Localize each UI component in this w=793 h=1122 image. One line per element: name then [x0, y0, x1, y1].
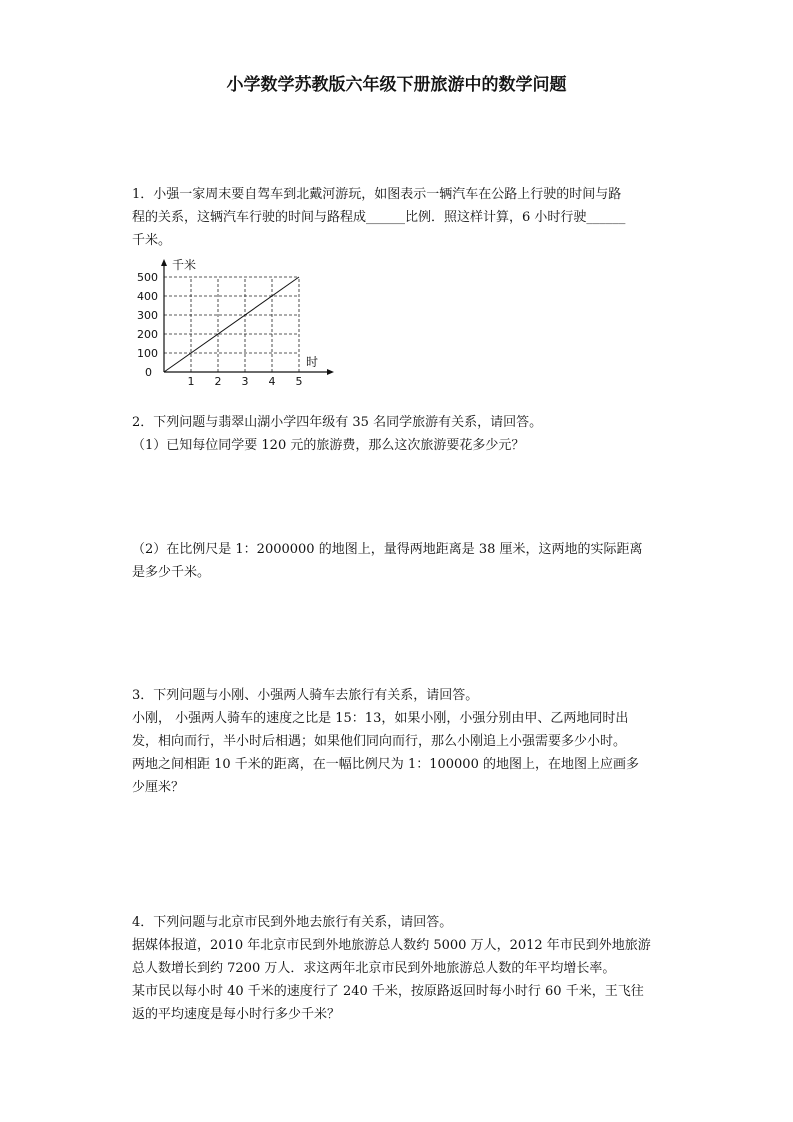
- y-tick-label: 500: [137, 271, 158, 284]
- distance-time-chart: [130, 255, 345, 387]
- q1-line: 千米。: [132, 233, 172, 248]
- x-axis-label: 时: [306, 355, 319, 369]
- question-2: [132, 411, 662, 457]
- question-2-part-2: [132, 538, 662, 584]
- q1-line: 1．小强一家周末要自驾车到北戴河游玩，如图表示一辆汽车在公路上行驶的时间与路: [132, 187, 622, 202]
- y-tick-label: 200: [137, 328, 158, 341]
- q2-part1: （1）已知每位同学要 120 元的旅游费，那么这次旅游要花多少元？: [132, 438, 525, 453]
- q2-intro: 2．下列问题与翡翠山湖小学四年级有 35 名同学旅游有关系，请回答。: [132, 415, 543, 430]
- q4-intro: 4．下列问题与北京市民到外地去旅行有关系，请回答。: [132, 915, 453, 930]
- q3-line: 两地之间相距 10 千米的距离，在一幅比例尺为 1：100000 的地图上，在地图上应画多: [132, 757, 639, 772]
- q1-line: 程的关系，这辆汽车行驶的时间与路程成______比例．照这样计算，6 小时行驶______: [132, 210, 626, 225]
- x-axis-arrow: [327, 369, 334, 375]
- x-tick-label: 1: [187, 375, 195, 387]
- x-tick-label: 5: [295, 375, 303, 387]
- y-tick-label: 400: [137, 290, 158, 303]
- chart-svg: [130, 255, 345, 387]
- q4-line: 总人数增长到约 7200 万人．求这两年北京市民到外地旅游总人数的年平均增长率。: [132, 961, 616, 976]
- q4-line: 据媒体报道，2010 年北京市民到外地旅游总人数约 5000 万人，2012 年市民到外地旅游: [132, 938, 651, 953]
- q3-line: 发，相向而行，半小时后相遇；如果他们同向而行，那么小刚追上小强需要多少小时。: [132, 734, 627, 749]
- y-axis-arrow: [161, 259, 167, 266]
- q2-part2-line: 是多少千米。: [132, 565, 211, 580]
- x-tick-label: 3: [241, 375, 249, 387]
- x-tick-label: 4: [268, 375, 276, 387]
- x-tick-label: 2: [214, 375, 222, 387]
- question-1: [132, 183, 662, 252]
- q3-line: 少厘米？: [132, 780, 185, 795]
- series-line: [164, 277, 299, 372]
- page-title: 小学数学苏教版六年级下册旅游中的数学问题: [226, 75, 567, 95]
- y-tick-label: 0: [145, 366, 152, 379]
- y-axis-label: 千米: [172, 258, 197, 272]
- q4-line: 某市民以每小时 40 千米的速度行了 240 千米，按原路返回时每小时行 60 千米，王飞往: [132, 984, 644, 999]
- question-3: [132, 684, 662, 799]
- q2-part2-line: （2）在比例尺是 1：2000000 的地图上，量得两地距离是 38 厘米，这两地的实际距离: [132, 542, 643, 557]
- y-tick-label: 100: [137, 347, 158, 360]
- q4-line: 返的平均速度是每小时行多少千米？: [132, 1007, 341, 1022]
- question-4: [132, 911, 662, 1026]
- y-tick-label: 300: [137, 309, 158, 322]
- q3-line: 小刚， 小强两人骑车的速度之比是 15：13，如果小刚，小强分别由甲、乙两地同时出: [132, 711, 629, 726]
- q3-intro: 3．下列问题与小刚、小强两人骑车去旅行有关系，请回答。: [132, 688, 479, 703]
